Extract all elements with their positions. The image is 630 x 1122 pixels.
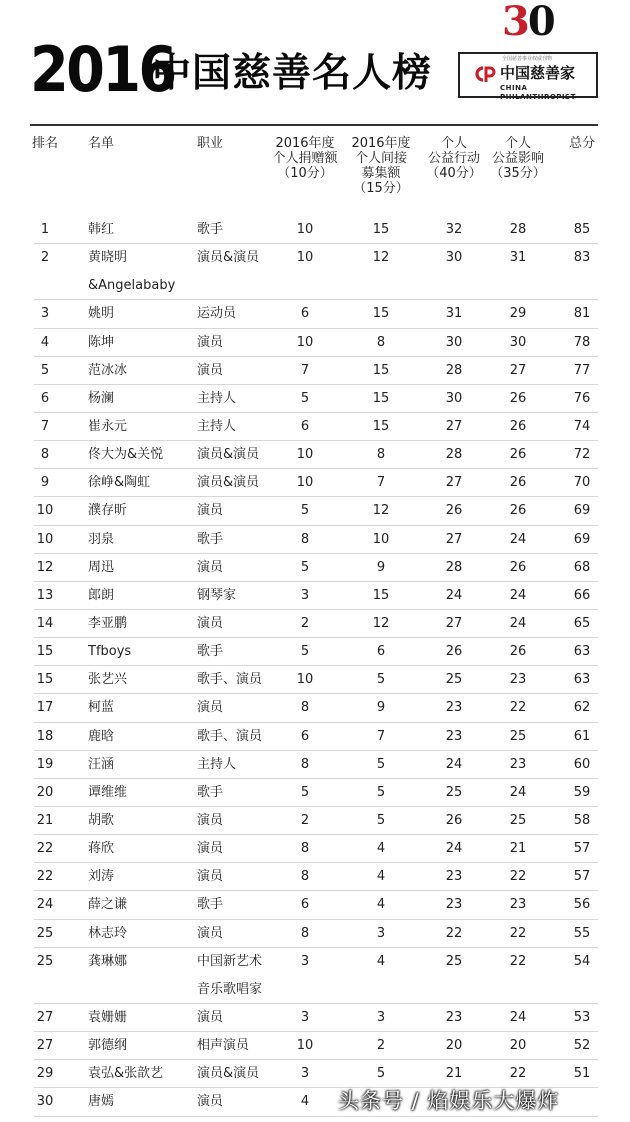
name-cell: 姚明	[88, 306, 115, 322]
donation-score-cell: 5	[300, 503, 310, 519]
occupation-cell: 主持人	[197, 756, 237, 772]
table-row	[0, 441, 630, 469]
rank-cell: 6	[40, 390, 50, 406]
table-row	[0, 244, 630, 300]
influence-score-cell: 26	[509, 503, 527, 519]
header-divider	[30, 124, 598, 126]
action-score-cell: 25	[445, 672, 463, 688]
action-score-cell: 28	[445, 559, 463, 575]
donation-score-cell: 10	[296, 222, 314, 237]
indirect-score-cell: 3	[376, 1009, 386, 1025]
indirect-score-cell: 8	[376, 447, 386, 463]
influence-score-cell: 23	[509, 756, 527, 772]
table-row	[0, 1004, 630, 1032]
total-score-cell: 61	[573, 728, 591, 744]
influence-score-cell: 23	[509, 672, 527, 688]
issue-number-0: 0	[527, 0, 554, 45]
occupation-cell: 演员	[197, 812, 224, 828]
header-name: 名单	[88, 136, 115, 151]
influence-score-cell: 24	[509, 784, 527, 800]
name-cell: 刘涛	[88, 869, 115, 885]
total-score-cell: 57	[573, 869, 591, 885]
influence-score-cell: 26	[509, 419, 527, 434]
name-cell: 蒋欣	[88, 841, 115, 857]
name-cell: 袁姗姗	[88, 1009, 128, 1025]
influence-score-cell: 25	[509, 812, 527, 828]
table-row	[0, 666, 630, 694]
table-row	[0, 779, 630, 807]
rank-cell: 29	[36, 1066, 54, 1082]
occupation-cell: 歌手	[197, 531, 224, 547]
donation-score-cell: 3	[300, 1009, 310, 1025]
occupation-cell: 歌手、演员	[197, 672, 263, 688]
name-cell: 鹿晗	[88, 728, 115, 744]
occupation-cell: 演员	[197, 869, 224, 885]
indirect-score-cell: 4	[376, 953, 386, 969]
occupation-cell: 歌手、演员	[197, 728, 263, 744]
table-row	[0, 723, 630, 751]
occupation-cell: 演员	[197, 1009, 224, 1025]
influence-score-cell: 22	[509, 869, 527, 885]
influence-score-cell: 24	[509, 615, 527, 631]
action-score-cell: 30	[445, 250, 463, 266]
name-cell: 杨澜	[88, 390, 115, 406]
rank-cell: 19	[36, 756, 54, 772]
total-score-cell: 81	[573, 306, 591, 322]
influence-score-cell: 31	[509, 250, 527, 266]
action-score-cell: 27	[445, 531, 463, 547]
action-score-cell: 23	[445, 897, 463, 913]
rank-cell: 10	[36, 503, 54, 519]
donation-score-cell: 8	[300, 700, 310, 716]
occupation-cell: 钢琴家	[197, 587, 237, 603]
header-indirect-fundraising: 2016年度 个人间接 募集额 （15分）	[351, 136, 411, 196]
occupation-cell: 演员	[197, 925, 224, 941]
name-cell: 胡歌	[88, 812, 115, 828]
occupation-cell: 主持人	[197, 419, 237, 434]
total-score-cell: 70	[573, 475, 591, 491]
donation-score-cell: 10	[296, 672, 314, 688]
indirect-score-cell: 5	[376, 784, 386, 800]
rank-cell: 21	[36, 812, 54, 828]
indirect-score-cell: 5	[376, 1066, 386, 1082]
name-cell: 汪涵	[88, 756, 115, 772]
occupation-line-2: 音乐歌唱家	[197, 981, 263, 997]
total-score-cell: 63	[573, 644, 591, 660]
occupation-cell: 演员	[197, 559, 224, 575]
action-score-cell: 31	[445, 306, 463, 322]
influence-score-cell: 24	[509, 531, 527, 547]
name-cell: 袁弘&张歆艺	[88, 1066, 164, 1082]
action-score-cell: 26	[445, 503, 463, 519]
rank-cell: 9	[40, 475, 50, 491]
influence-score-cell: 24	[509, 587, 527, 603]
occupation-cell: 演员	[197, 362, 224, 378]
action-score-cell: 24	[445, 756, 463, 772]
action-score-cell: 26	[445, 644, 463, 660]
table-row	[0, 469, 630, 497]
occupation-cell: 演员&演员	[197, 250, 260, 266]
indirect-score-cell: 12	[372, 615, 390, 631]
donation-score-cell: 8	[300, 841, 310, 857]
indirect-score-cell: 15	[372, 222, 390, 237]
influence-score-cell: 30	[509, 334, 527, 350]
action-score-cell: 21	[445, 1066, 463, 1082]
logo-text: 中国慈善家	[500, 64, 576, 82]
table-header	[0, 136, 630, 200]
rank-cell: 15	[36, 672, 54, 688]
table-row	[0, 835, 630, 863]
donation-score-cell: 10	[296, 447, 314, 463]
name-cell: 徐峥&陶虹	[88, 475, 151, 491]
total-score-cell: 66	[573, 587, 591, 603]
donation-score-cell: 6	[300, 897, 310, 913]
rank-cell: 15	[36, 644, 54, 660]
influence-score-cell: 22	[509, 1066, 527, 1082]
table-row	[0, 1032, 630, 1060]
rank-cell: 30	[36, 1094, 54, 1110]
donation-score-cell: 7	[300, 362, 310, 378]
action-score-cell: 20	[445, 1038, 463, 1054]
header-public-action: 个人 公益行动 （40分）	[426, 136, 482, 181]
name-cell: 濮存昕	[88, 503, 128, 519]
occupation-cell: 演员&演员	[197, 447, 260, 463]
total-score-cell: 77	[573, 362, 591, 378]
indirect-score-cell: 5	[376, 756, 386, 772]
header-rank: 排名	[32, 136, 59, 151]
rank-cell: 22	[36, 869, 54, 885]
indirect-score-cell: 10	[372, 531, 390, 547]
rank-cell: 22	[36, 841, 54, 857]
name-cell: 李亚鹏	[88, 615, 128, 631]
action-score-cell: 24	[445, 841, 463, 857]
influence-score-cell: 26	[509, 447, 527, 463]
indirect-score-cell: 5	[376, 672, 386, 688]
indirect-score-cell: 9	[376, 700, 386, 716]
action-score-cell: 23	[445, 700, 463, 716]
occupation-cell: 演员	[197, 700, 224, 716]
indirect-score-cell: 5	[376, 812, 386, 828]
rank-cell: 18	[36, 728, 54, 744]
rank-cell: 4	[40, 334, 50, 350]
name-cell	[88, 244, 196, 300]
action-score-cell: 30	[445, 334, 463, 350]
donation-score-cell: 8	[300, 756, 310, 772]
donation-score-cell: 8	[300, 531, 310, 547]
influence-score-cell: 23	[509, 897, 527, 913]
table-row	[0, 497, 630, 525]
name-cell: 郎朗	[88, 587, 115, 603]
donation-score-cell: 6	[300, 306, 310, 322]
total-score-cell: 53	[573, 1009, 591, 1025]
indirect-score-cell: 4	[376, 869, 386, 885]
watermark-text: 头条号 / 焰娱乐大爆炸	[338, 1089, 560, 1113]
occupation-cell: 歌手	[197, 897, 224, 913]
action-score-cell: 26	[445, 812, 463, 828]
name-cell: 唐嫣	[88, 1094, 115, 1110]
influence-score-cell: 28	[509, 222, 527, 237]
table-row	[0, 694, 630, 722]
rank-cell: 2	[40, 250, 50, 266]
china-philanthropist-logo	[458, 52, 598, 101]
total-score-cell: 59	[573, 784, 591, 800]
donation-score-cell: 10	[296, 334, 314, 350]
table-row	[0, 526, 630, 554]
total-score-cell: 76	[573, 390, 591, 406]
rank-cell: 14	[36, 615, 54, 631]
indirect-score-cell: 12	[372, 503, 390, 519]
logo-english: CHINA PHILANTHROPIST	[500, 84, 576, 101]
influence-score-cell: 20	[509, 1038, 527, 1054]
name-cell: 佟大为&关悦	[88, 447, 164, 463]
influence-score-cell: 25	[509, 728, 527, 744]
action-score-cell: 27	[445, 615, 463, 631]
indirect-score-cell: 4	[376, 841, 386, 857]
occupation-cell: 演员	[197, 841, 224, 857]
influence-score-cell: 22	[509, 953, 527, 969]
rank-cell: 27	[36, 1009, 54, 1025]
rank-cell: 13	[36, 587, 54, 603]
influence-score-cell: 26	[509, 390, 527, 406]
title-chinese: 中国慈善名人榜	[152, 51, 433, 96]
donation-score-cell: 3	[300, 953, 310, 969]
rank-cell: 27	[36, 1038, 54, 1054]
occupation-cell: 主持人	[197, 390, 237, 406]
total-score-cell: 78	[573, 334, 591, 350]
total-score-cell: 51	[573, 1066, 591, 1082]
table-row	[0, 920, 630, 948]
rank-cell: 10	[36, 531, 54, 547]
influence-score-cell: 26	[509, 475, 527, 491]
occupation-line-1: 中国新艺术	[197, 953, 263, 969]
header-public-influence: 个人 公益影响 （35分）	[490, 136, 546, 181]
total-score-cell: 69	[573, 503, 591, 519]
occupation-cell: 演员	[197, 615, 224, 631]
indirect-score-cell: 7	[376, 475, 386, 491]
action-score-cell: 32	[445, 222, 463, 237]
total-score-cell: 52	[573, 1038, 591, 1054]
total-score-cell: 65	[573, 615, 591, 631]
name-cell: 柯蓝	[88, 700, 115, 716]
indirect-score-cell: 15	[372, 390, 390, 406]
issue-number	[502, 0, 554, 44]
table-row	[0, 357, 630, 385]
indirect-score-cell: 15	[372, 419, 390, 434]
rank-cell: 20	[36, 784, 54, 800]
rank-cell: 7	[40, 419, 50, 434]
logo-tagline: 全国慈善事业权威刊物	[502, 56, 553, 62]
rank-cell: 5	[40, 362, 50, 378]
total-score-cell: 72	[573, 447, 591, 463]
donation-score-cell: 5	[300, 784, 310, 800]
occupation-cell: 演员	[197, 503, 224, 519]
occupation-cell: 歌手	[197, 784, 224, 800]
donation-score-cell: 10	[296, 475, 314, 491]
indirect-score-cell: 3	[376, 925, 386, 941]
influence-score-cell: 29	[509, 306, 527, 322]
occupation-cell	[197, 948, 277, 1004]
occupation-cell: 运动员	[197, 306, 237, 322]
occupation-cell: 演员&演员	[197, 475, 260, 491]
table-row	[0, 385, 630, 413]
influence-score-cell: 22	[509, 925, 527, 941]
total-score-cell: 57	[573, 841, 591, 857]
donation-score-cell: 3	[300, 1066, 310, 1082]
indirect-score-cell: 12	[372, 250, 390, 266]
table-row	[0, 948, 630, 1004]
action-score-cell: 24	[445, 587, 463, 603]
total-score-cell: 56	[573, 897, 591, 913]
donation-score-cell: 5	[300, 644, 310, 660]
total-score-cell: 85	[573, 222, 591, 237]
table-row	[0, 300, 630, 328]
total-score-cell	[552, 1088, 612, 1116]
table-row	[0, 638, 630, 666]
table-row	[0, 582, 630, 610]
occupation-cell: 演员	[197, 1094, 224, 1110]
total-score-cell: 69	[573, 531, 591, 547]
indirect-score-cell: 15	[372, 362, 390, 378]
influence-score-cell: 27	[509, 362, 527, 378]
name-cell: 范冰冰	[88, 362, 128, 378]
rank-cell: 25	[36, 925, 54, 941]
name-cell: 周迅	[88, 559, 115, 575]
influence-score-cell: 24	[509, 1009, 527, 1025]
influence-score-cell: 26	[509, 559, 527, 575]
action-score-cell: 27	[445, 475, 463, 491]
influence-score-cell: 21	[509, 841, 527, 857]
indirect-score-cell: 15	[372, 587, 390, 603]
donation-score-cell: 10	[296, 1038, 314, 1054]
total-score-cell: 68	[573, 559, 591, 575]
table-row	[0, 554, 630, 582]
donation-score-cell: 10	[296, 250, 314, 266]
action-score-cell: 30	[445, 390, 463, 406]
name-cell: 薛之谦	[88, 897, 128, 913]
donation-score-cell: 5	[300, 559, 310, 575]
indirect-score-cell: 9	[376, 559, 386, 575]
title-year: 2016	[30, 33, 175, 106]
total-score-cell: 55	[573, 925, 591, 941]
name-cell: Tfboys	[88, 644, 132, 660]
total-score-cell: 62	[573, 700, 591, 716]
occupation-cell: 歌手	[197, 644, 224, 660]
donation-score-cell: 8	[300, 925, 310, 941]
occupation-cell: 演员	[197, 334, 224, 350]
donation-score-cell: 6	[300, 419, 310, 434]
total-score-cell: 74	[573, 419, 591, 434]
donation-score-cell: 8	[300, 869, 310, 885]
table-row	[0, 329, 630, 357]
name-cell: 龚琳娜	[88, 953, 128, 969]
table-row	[0, 863, 630, 891]
total-score-cell: 54	[573, 953, 591, 969]
influence-score-cell: 22	[509, 700, 527, 716]
action-score-cell: 27	[445, 419, 463, 434]
table-row	[0, 216, 630, 244]
name-cell: 韩红	[88, 222, 115, 237]
name-cell: 崔永元	[88, 419, 128, 434]
header-occupation: 职业	[197, 136, 224, 151]
donation-score-cell: 6	[300, 728, 310, 744]
action-score-cell: 23	[445, 869, 463, 885]
ranking-table-body	[0, 216, 630, 1117]
rank-cell: 1	[40, 222, 50, 237]
cp-logo-icon	[472, 64, 498, 84]
header-total: 总分	[568, 136, 595, 151]
indirect-score-cell: 15	[372, 306, 390, 322]
action-score-cell: 23	[445, 728, 463, 744]
occupation-cell: 演员&演员	[197, 1066, 260, 1082]
name-cell: 谭维维	[88, 784, 128, 800]
indirect-score-cell: 7	[376, 728, 386, 744]
action-score-cell: 25	[445, 784, 463, 800]
header-donation: 2016年度 个人捐赠额 （10分）	[272, 136, 338, 181]
table-row	[0, 413, 630, 441]
name-line-1: 黄晓明	[88, 250, 128, 266]
action-score-cell: 28	[445, 447, 463, 463]
action-score-cell: 23	[445, 1009, 463, 1025]
action-score-cell: 25	[445, 953, 463, 969]
rank-cell: 12	[36, 559, 54, 575]
indirect-score-cell: 6	[376, 644, 386, 660]
rank-cell: 25	[36, 953, 54, 969]
donation-score-cell: 2	[300, 812, 310, 828]
indirect-score-cell: 4	[376, 897, 386, 913]
influence-score-cell: 26	[509, 644, 527, 660]
donation-score-cell: 2	[300, 615, 310, 631]
total-score-cell: 63	[573, 672, 591, 688]
action-score-cell: 22	[445, 925, 463, 941]
name-cell: 林志玲	[88, 925, 128, 941]
name-line-2: &Angelababy	[88, 278, 176, 294]
indirect-score-cell: 2	[376, 1038, 386, 1054]
table-row	[0, 610, 630, 638]
rank-cell: 8	[40, 447, 50, 463]
name-cell: 郭德纲	[88, 1038, 128, 1054]
table-row	[0, 1060, 630, 1088]
rank-cell: 3	[40, 306, 50, 322]
indirect-score-cell: 8	[376, 334, 386, 350]
donation-score-cell: 3	[300, 587, 310, 603]
total-score-cell: 83	[573, 250, 591, 266]
rank-cell: 17	[36, 700, 54, 716]
donation-score-cell: 5	[300, 390, 310, 406]
donation-score-cell: 4	[300, 1094, 310, 1110]
issue-number-3: 3	[502, 0, 528, 45]
occupation-cell: 歌手	[197, 222, 224, 237]
name-cell: 陈坤	[88, 334, 115, 350]
table-row	[0, 807, 630, 835]
total-score-cell: 60	[573, 756, 591, 772]
name-cell: 羽泉	[88, 531, 115, 547]
table-row	[0, 751, 630, 779]
rank-cell: 24	[36, 897, 54, 913]
occupation-cell: 相声演员	[197, 1038, 250, 1054]
total-score-cell: 58	[573, 812, 591, 828]
name-cell: 张艺兴	[88, 672, 128, 688]
action-score-cell: 28	[445, 362, 463, 378]
table-row	[0, 891, 630, 919]
